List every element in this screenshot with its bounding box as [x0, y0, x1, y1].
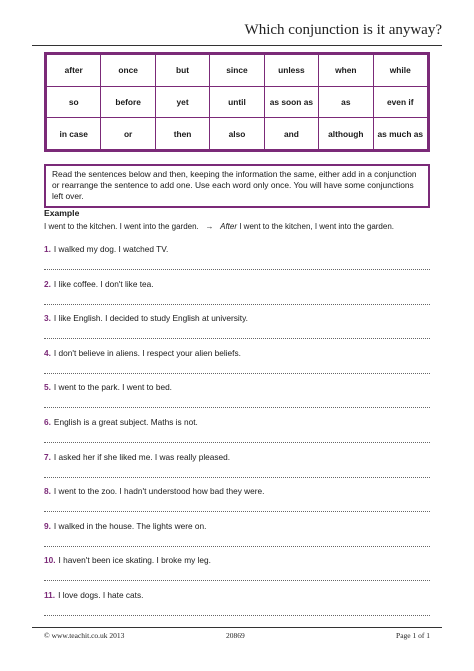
example-line	[44, 222, 394, 231]
conjunction-table	[46, 54, 428, 150]
conjunction-cell: once	[101, 55, 155, 87]
answer-line[interactable]	[44, 580, 430, 581]
conjunction-cell: before	[101, 86, 155, 118]
question-number: 8.	[44, 486, 51, 497]
example-sentence: I went to the kitchen. I went into the garden.	[44, 222, 199, 231]
question-number: 4.	[44, 347, 51, 358]
question-item	[44, 348, 241, 358]
footer-code: 20869	[226, 631, 245, 640]
conjunction-cell: when	[319, 55, 373, 87]
conjunction-word-box	[44, 52, 430, 152]
answer-line[interactable]	[44, 373, 430, 374]
question-text: I like English. I decided to study English at university.	[53, 313, 248, 324]
question-text: I went to the park. I went to bed.	[53, 382, 172, 393]
conjunction-cell: and	[264, 118, 318, 150]
question-number: 6.	[44, 417, 51, 427]
question-number: 1.	[44, 244, 51, 254]
question-text: I like coffee. I don't like tea.	[53, 278, 154, 289]
conjunction-cell: yet	[155, 86, 209, 118]
answer-line[interactable]	[44, 407, 430, 408]
word-grid-row	[47, 55, 428, 87]
question-text: I love dogs. I hate cats.	[58, 590, 144, 600]
conjunction-cell: even if	[373, 86, 427, 118]
question-number: 10.	[44, 555, 56, 566]
conjunction-cell: since	[210, 55, 264, 87]
word-grid-row	[47, 86, 428, 118]
arrow-icon: →	[205, 222, 214, 231]
question-text: I haven't been ice skating. I broke my leg.	[58, 555, 211, 566]
question-item	[44, 521, 206, 531]
conjunction-cell: as soon as	[264, 86, 318, 118]
question-number: 2.	[44, 278, 51, 289]
question-text: I walked my dog. I watched TV.	[53, 244, 169, 254]
conjunction-cell: although	[319, 118, 373, 150]
instructions-box: Read the sentences below and then, keeping the information the same, either add in a conjunction or rearrange the sentence to add one. Use each word only once. You will have some conjunctions left over.	[44, 164, 430, 208]
question-item	[44, 417, 198, 427]
page-title: Which conjunction is it anyway?	[244, 22, 442, 38]
answer-line[interactable]	[44, 338, 430, 339]
question-text: I asked her if she liked me. I was really pleased.	[53, 451, 231, 462]
conjunction-cell: unless	[264, 55, 318, 87]
question-text: English is a great subject. Maths is not.	[53, 417, 198, 427]
example-answer-conjunction: After	[220, 222, 238, 231]
question-text: I don't believe in aliens. I respect your alien beliefs.	[53, 347, 241, 358]
question-number: 11.	[44, 590, 56, 600]
question-text: I went to the zoo. I hadn't understood how bad they were.	[53, 486, 265, 497]
conjunction-cell: as much as	[373, 118, 427, 150]
question-number: 7.	[44, 451, 51, 462]
question-text: I walked in the house. The lights were on.	[53, 520, 207, 531]
question-number: 5.	[44, 382, 51, 393]
conjunction-cell: until	[210, 86, 264, 118]
title-divider	[32, 45, 442, 46]
footer-divider	[32, 627, 442, 628]
question-number: 9.	[44, 520, 51, 531]
question-item	[44, 382, 172, 392]
question-item	[44, 313, 248, 323]
question-item	[44, 486, 264, 496]
conjunction-cell: in case	[47, 118, 101, 150]
conjunction-cell: then	[155, 118, 209, 150]
question-item	[44, 555, 211, 565]
question-item	[44, 590, 143, 600]
conjunction-cell: but	[155, 55, 209, 87]
conjunction-cell: after	[47, 55, 101, 87]
question-number: 3.	[44, 313, 51, 324]
answer-line[interactable]	[44, 304, 430, 305]
footer-copyright: © www.teachit.co.uk 2013	[44, 631, 125, 640]
word-grid-row	[47, 118, 428, 150]
answer-line[interactable]	[44, 511, 430, 512]
example-heading: Example	[44, 208, 80, 218]
conjunction-cell: so	[47, 86, 101, 118]
footer-page-number: Page 1 of 1	[396, 631, 430, 640]
answer-line[interactable]	[44, 442, 430, 443]
conjunction-cell: also	[210, 118, 264, 150]
answer-line[interactable]	[44, 269, 430, 270]
conjunction-cell: or	[101, 118, 155, 150]
question-item	[44, 279, 154, 289]
question-item	[44, 452, 230, 462]
answer-line[interactable]	[44, 546, 430, 547]
answer-line[interactable]	[44, 477, 430, 478]
conjunction-cell: while	[373, 55, 427, 87]
question-item	[44, 244, 168, 254]
example-answer-rest: I went to the kitchen, I went into the garden.	[237, 222, 394, 231]
conjunction-cell: as	[319, 86, 373, 118]
answer-line[interactable]	[44, 615, 430, 616]
